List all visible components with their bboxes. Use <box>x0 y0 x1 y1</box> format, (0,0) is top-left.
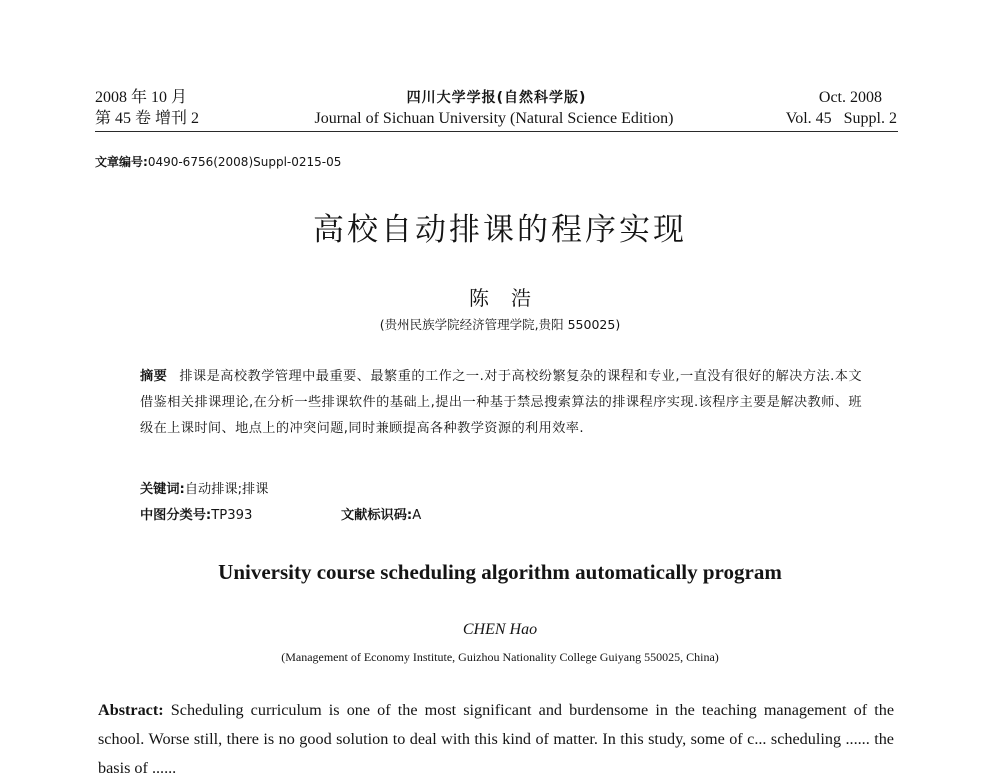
article-number <box>95 153 341 170</box>
header-journal-cn: 四川大学学报(自然科学版) <box>406 90 587 106</box>
english-affiliation: (Management of Economy Institute, Guizhou Nationality College Guiyang 550025, China) <box>281 650 719 664</box>
header-rule <box>95 131 898 132</box>
header-volume-cn: 第 45 卷 增刊 2 <box>95 110 200 127</box>
article-number-value: 0490-6756(2008)Suppl-0215-05 <box>147 155 342 169</box>
clc-number-label: 中图分类号: <box>140 508 212 523</box>
chinese-author: 陈浩 <box>469 286 553 310</box>
header-journal-en: Journal of Sichuan University (Natural Science Edition) <box>314 110 674 127</box>
keywords-value: 自动排课;排课 <box>184 482 269 497</box>
chinese-affiliation: (贵州民族学院经济管理学院,贵阳 550025) <box>379 317 621 332</box>
header-date-cn: 2008 年 10 月 <box>95 89 188 106</box>
document-code-label: 文献标识码: <box>341 508 413 523</box>
keywords-label: 关键词: <box>140 482 185 497</box>
document-code <box>341 504 421 523</box>
english-title: University course scheduling algorithm automatically program <box>218 560 782 584</box>
chinese-abstract <box>140 364 862 442</box>
chinese-abstract-label: 摘要 <box>140 369 168 384</box>
chinese-abstract-text: 排课是高校教学管理中最重要、最繁重的工作之一.对于高校纷繁复杂的课程和专业,一直没有很好的解决方法.本文借鉴相关排课理论,在分析一些排课软件的基础上,提出一种基于禁忌搜索算法的排课程序实现.该程序主要是解决教师、班级在上课时间、地点上的冲突问题,同时兼顾提高各种教学资源的利用效率. <box>140 369 862 436</box>
clc-number-value: TP393 <box>211 508 253 523</box>
article-number-label: 文章编号: <box>95 155 148 169</box>
keywords <box>140 478 268 497</box>
header-date-en: Oct. 2008 <box>818 89 882 106</box>
english-abstract-text: Scheduling curriculum is one of the most significant and burdensome in the teaching management of the school. Worse still, there is no good solution to deal with this kind of matter. In this study, some of c... scheduling ...... the basis of ...... <box>98 701 895 777</box>
english-author: CHEN Hao <box>462 621 538 638</box>
english-abstract <box>98 696 894 783</box>
chinese-title: 高校自动排课的程序实现 <box>313 212 687 248</box>
document-code-value: A <box>412 508 422 523</box>
header-volume-en: Vol. 45 Suppl. 2 <box>785 110 897 127</box>
clc-number <box>140 504 252 523</box>
english-abstract-label: Abstract: <box>98 701 164 719</box>
